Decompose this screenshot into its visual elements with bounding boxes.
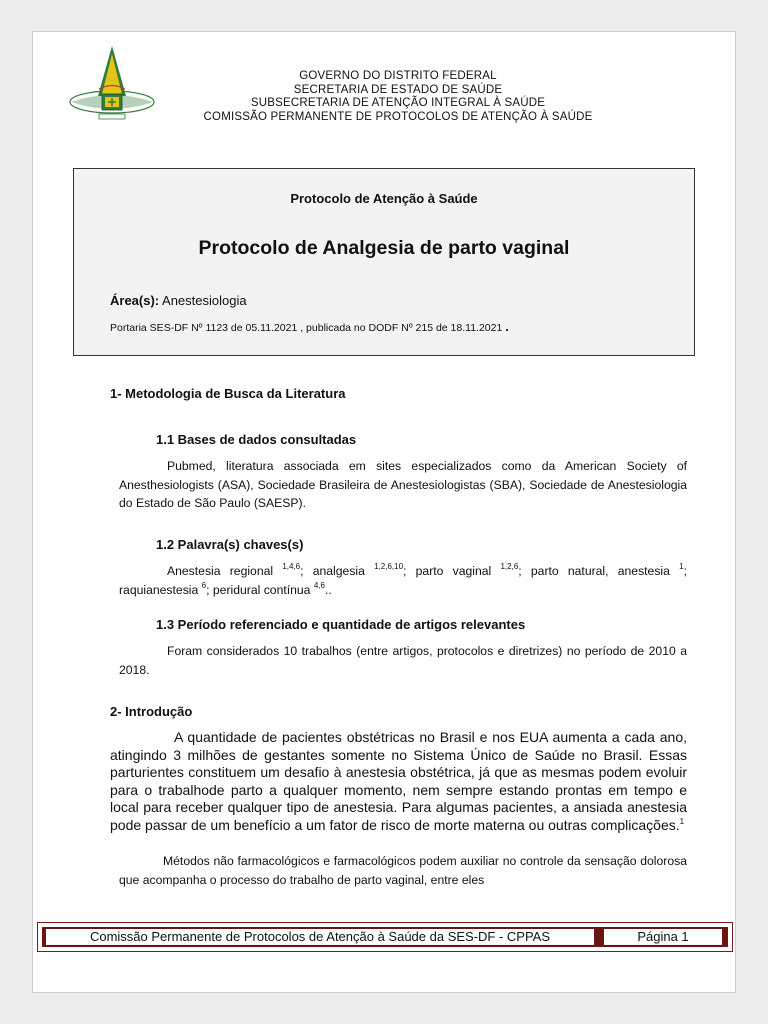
section-1-1-heading: 1.1 Bases de dados consultadas: [156, 432, 357, 447]
protocol-title-box: [73, 168, 695, 356]
area-line: [110, 293, 247, 308]
reference-marker: 1,4,6: [282, 562, 301, 571]
section-2-heading: 2- Introdução: [110, 704, 193, 719]
header-line: GOVERNO DO DISTRITO FEDERAL: [299, 70, 497, 82]
section-1-2-text: [119, 562, 687, 599]
section-1-1-body: Pubmed, literatura associada em sites especializados como da American Society of Anesthesiologists (ASA), Sociedade Brasileira de Anestesiologistas (SBA), Sociedade de Anestesiologia do Estado de São Paulo (SAESP).: [119, 459, 687, 510]
page-footer: [37, 922, 733, 952]
header-line: SUBSECRETARIA DE ATENÇÃO INTEGRAL À SAÚDE: [250, 97, 546, 109]
reference-marker: 4,6: [313, 580, 325, 590]
header-line: COMISSÃO PERMANENTE DE PROTOCOLOS DE ATENÇÃO À SAÚDE: [203, 110, 593, 123]
footer-page-number: Página 1: [604, 929, 722, 945]
portaria-text: Portaria SES-DF Nº 1123 de 05.11.2021 , publicada no DODF Nº 215 de 18.11.2021: [110, 322, 506, 334]
footer-commission: Comissão Permanente de Protocolos de Atenção à Saúde da SES-DF - CPPAS: [46, 929, 594, 945]
brasilia-coat-of-arms-icon: [69, 44, 155, 130]
footer-bar: [42, 927, 728, 947]
section-1-3-body: Foram considerados 10 trabalhos (entre artigos, protocolos e diretrizes) no período de 2010 a 2018.: [119, 644, 687, 677]
section-1-3-text: [119, 642, 687, 679]
section-1-2-heading: 1.2 Palavra(s) chaves(s): [156, 537, 304, 552]
area-label: Área(s):: [110, 293, 160, 308]
section-2-paragraph-1: [110, 729, 687, 834]
reference-marker: 1,2,6: [500, 562, 519, 571]
keyword-text: ; raquianestesia: [119, 564, 687, 597]
reference-marker: 1: [679, 562, 684, 571]
institution-header: [163, 70, 633, 124]
section-2-paragraph-2: [119, 852, 687, 889]
document-page: [32, 31, 736, 993]
section-2-paragraph-2-body: Métodos não farmacológicos e farmacológicos podem auxiliar no controle da sensação dolorosa que acompanha o processo do trabalho de parto vaginal, entre eles: [119, 854, 687, 887]
section-1-heading: 1- Metodologia de Busca da Literatura: [110, 386, 346, 401]
portaria-end: .: [505, 319, 509, 334]
keyword-text: Anestesia regional: [167, 564, 283, 578]
section-1-1-text: [119, 457, 687, 513]
header-line: SECRETARIA DE ESTADO DE SAÚDE: [293, 83, 503, 96]
protocol-title: Protocolo de Analgesia de parto vaginal: [198, 237, 570, 259]
reference-marker: 1: [679, 816, 685, 826]
portaria-line: [110, 319, 509, 334]
keyword-text: ; parto natural, anestesia: [518, 564, 680, 578]
reference-marker: 1,2,6,10: [374, 562, 404, 571]
reference-marker: 6: [201, 580, 207, 590]
section-2-paragraph-1-body: A quantidade de pacientes obstétricas no Brasil e nos EUA aumenta a cada ano, atingindo 3 milhões de gestantes somente no Sistema Único de Saúde no Brasil. Essas parturientes constituem um desafio à anestesia obstétrica, já que as mesmas podem evoluir para o trabalhode parto a qualquer momento, nem sempre estando prontas em tempo e local para receber qualquer tipo de anestesia. Para algumas pacientes, a ansiada anestesia pode passar de um benefício a um fator de risco de morte materna ou outras complicações.: [110, 729, 687, 833]
protocol-subtitle: Protocolo de Atenção à Saúde: [290, 191, 478, 206]
section-1-3-heading: 1.3 Período referenciado e quantidade de artigos relevantes: [156, 617, 526, 632]
keyword-text: ; analgesia: [300, 564, 375, 578]
keyword-text: ; peridural contínua: [206, 582, 314, 597]
area-value: Anestesiologia: [159, 293, 247, 308]
keyword-text: ; parto vaginal: [403, 564, 501, 578]
keyword-text: ..: [324, 582, 332, 597]
